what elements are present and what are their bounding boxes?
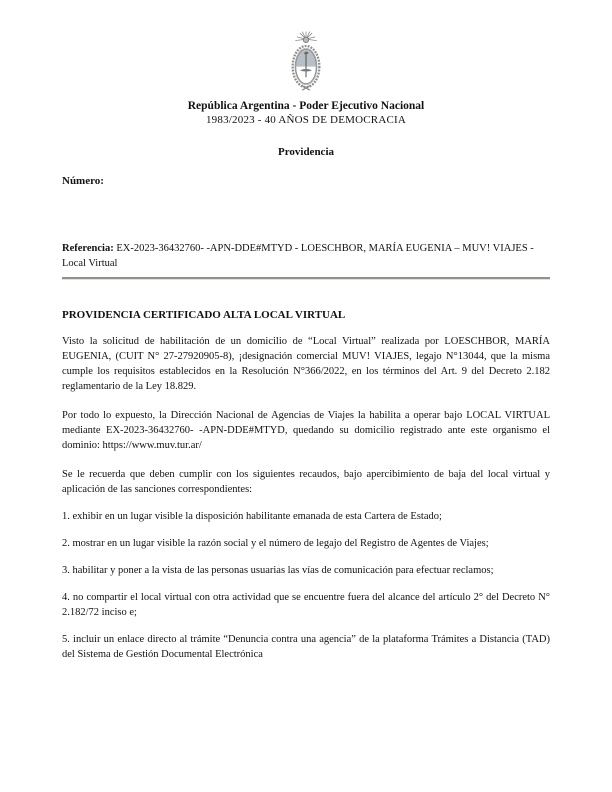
body-paragraph: Se le recuerda que deben cumplir con los siguientes recaudos, bajo apercibimiento de baja del local virtual y aplicación de las sanciones correspondientes: — [62, 469, 550, 495]
argentina-coat-of-arms-icon — [283, 30, 329, 94]
header-anniversary: 1983/2023 - 40 AÑOS DE DEMOCRACIA — [205, 114, 407, 126]
list-item: 5. incluir un enlace directo al trámite “Denuncia contra una agencia” de la plataforma Trámites a Distancia (TAD) del Sistema de Gestión Documental Electrónica — [62, 634, 550, 660]
body-paragraph: Visto la solicitud de habilitación de un domicilio de “Local Virtual” realizada por LOESCHBOR, MARÍA EUGENIA, (CUIT N° 27-27920905-8), ¡designación comercial MUV! VIAJES, legajo N°13044, que la misma cumple los requisitos establecidos en la Resolución N°366/2022, en los términos del Art. 9 del Decreto 2.182 reglamentario de la Ley 18.829. — [62, 336, 550, 392]
referencia-label: Referencia: — [62, 243, 114, 254]
section-title: PROVIDENCIA CERTIFICADO ALTA LOCAL VIRTUAL — [62, 309, 346, 321]
body-paragraph: Por todo lo expuesto, la Dirección Nacional de Agencias de Viajes la habilita a operar bajo LOCAL VIRTUAL mediante EX-2023-36432760- -APN-DDE#MTYD, quedando su domicilio registrado ante este organismo el dominio: https://www.muv.tur.ar/ — [62, 410, 550, 451]
document-header — [62, 30, 550, 159]
referencia-field — [62, 241, 550, 271]
list-item: 1. exhibir en un lugar visible la disposición habilitante emanada de esta Cartera de Estado; — [62, 511, 442, 522]
list-item: 3. habilitar y poner a la vista de las personas usuarias las vías de comunicación para efectuar reclamos; — [62, 565, 494, 576]
list-item: 2. mostrar en un lugar visible la razón social y el número de legajo del Registro de Agentes de Viajes; — [62, 538, 489, 549]
list-item: 4. no compartir el local virtual con otra actividad que se encuentre fuera del alcance del artículo 2° del Decreto N° 2.182/72 inciso e; — [62, 592, 550, 618]
document-type-title: Providencia — [277, 146, 334, 158]
header-org-title: República Argentina - Poder Ejecutivo Nacional — [187, 100, 425, 112]
referencia-value: EX-2023-36432760- -APN-DDE#MTYD - LOESCHBOR, MARÍA EUGENIA – MUV! VIAJES - Local Virtual — [62, 243, 534, 269]
numero-field-label: Número: — [62, 175, 104, 187]
horizontal-divider — [62, 277, 550, 280]
